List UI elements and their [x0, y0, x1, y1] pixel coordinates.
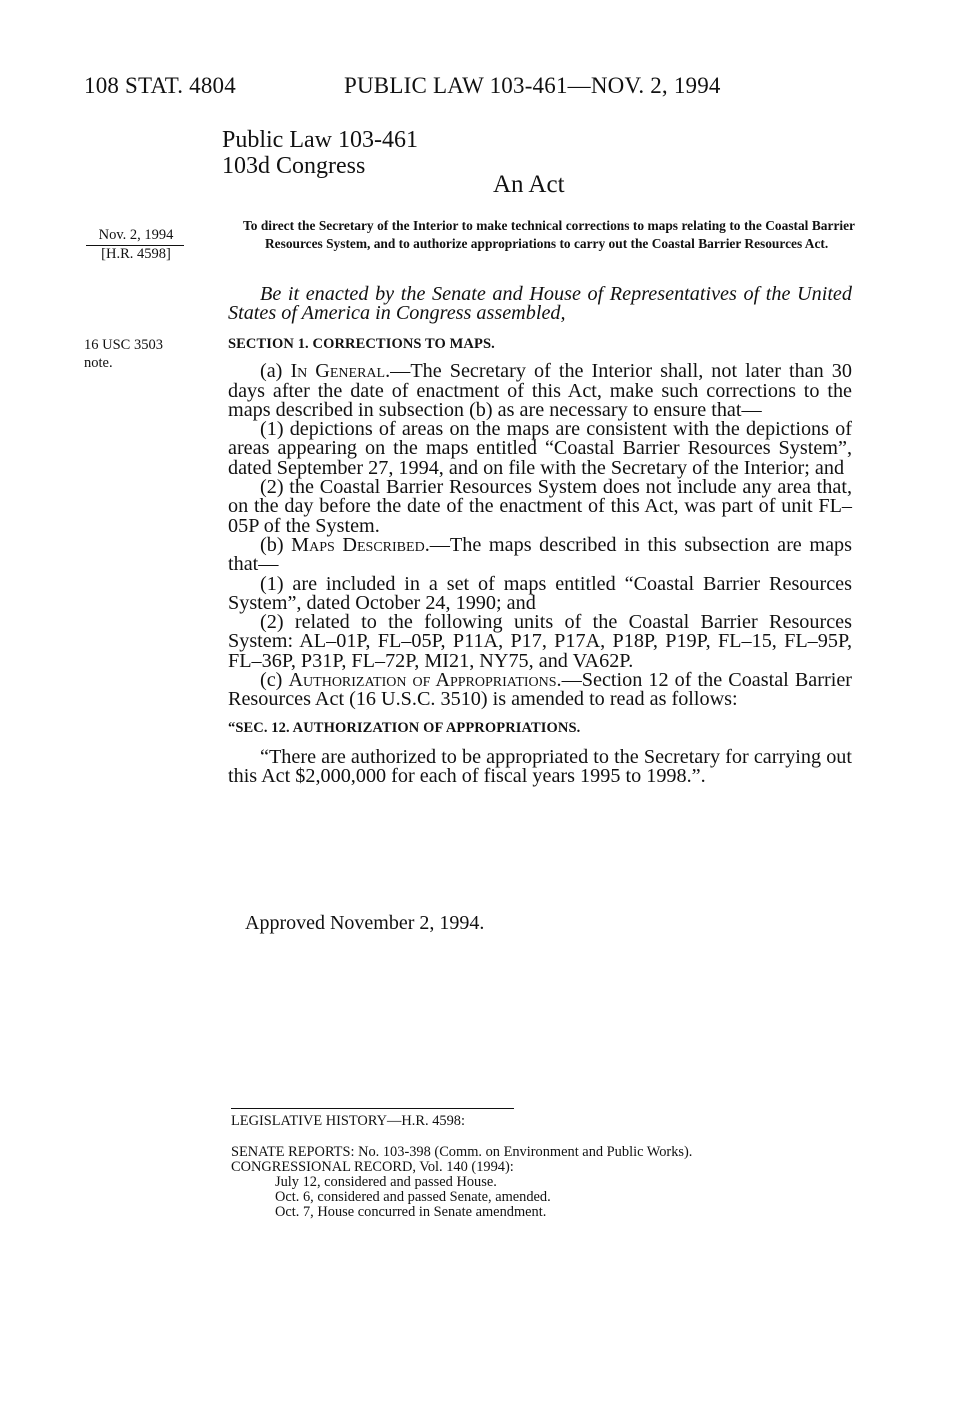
congressional-record: CONGRESSIONAL RECORD, Vol. 140 (1994):: [231, 1159, 514, 1175]
subsection-c: [228, 671, 852, 710]
margin-bill-number: [H.R. 4598]: [101, 246, 171, 262]
congress-number: 103d Congress: [222, 153, 366, 179]
approval-date: Approved November 2, 1994.: [245, 912, 485, 934]
margin-note-date-bill: [86, 226, 186, 263]
subsection-c-text: .—Section 12 of the Coastal Barrier Resources Act (16 U.S.C. 3510) is amended to read as follows:: [228, 669, 853, 711]
margin-note-usc: [84, 336, 163, 372]
subsection-a-label: (a): [260, 360, 291, 383]
subsection-c-label: (c): [260, 669, 289, 692]
subsection-a-text: .—The Secretary of the Interior shall, not later than 30 days after the date of enactment of this Act, make such corrections to the maps described in subsection (b) as are necessary to ensure that—: [228, 360, 852, 421]
sec-12-heading: “SEC. 12. AUTHORIZATION OF APPROPRIATIONS.: [228, 719, 581, 736]
history-entry: Oct. 7, House concurred in Senate amendment.: [275, 1204, 547, 1220]
public-law-number: Public Law 103-461: [222, 127, 418, 153]
subsection-a: [228, 362, 852, 420]
legislative-history-title: LEGISLATIVE HISTORY—H.R. 4598:: [231, 1113, 465, 1129]
paragraph-b1: (1) are included in a set of maps entitled “Coastal Barrier Resources System”, dated October 24, 1990; and: [228, 572, 852, 614]
an-act-heading: An Act: [493, 171, 565, 198]
margin-rule: [86, 245, 184, 246]
subsection-c-heading: Authorization of Appropriations: [288, 669, 557, 692]
enacting-clause: Be it enacted by the Senate and House of Representatives of the United States of America in Congress assembled,: [228, 283, 852, 325]
legislative-history-rule: [231, 1108, 514, 1109]
subsection-b-heading: Maps Described: [291, 533, 425, 556]
margin-date: Nov. 2, 1994: [98, 227, 174, 243]
section-1: [228, 335, 852, 787]
senate-reports: SENATE REPORTS: No. 103-398 (Comm. on Environment and Public Works).: [231, 1144, 693, 1160]
title-block: [222, 127, 418, 179]
history-entry: Oct. 6, considered and passed Senate, amended.: [275, 1189, 551, 1205]
running-title: PUBLIC LAW 103-461—NOV. 2, 1994: [344, 73, 721, 98]
subsection-b-text: .—The maps described in this subsection are maps that—: [228, 533, 852, 576]
history-entry: July 12, considered and passed House.: [275, 1174, 497, 1190]
paragraph-a1: (1) depictions of areas on the maps are consistent with the depictions of areas appearing on the maps entitled “Coastal Barrier Resources System”, dated September 27, 1994, and on file with the Secretary of the Interior; and: [228, 418, 852, 479]
act-purpose: To direct the Secretary of the Interior to make technical corrections to maps relating to the Coastal Barrier Resources System, and to authorize appropriations to carry out the Coastal Barrier Resources Act.: [243, 218, 855, 251]
section-1-heading: SECTION 1. CORRECTIONS TO MAPS.: [228, 336, 495, 352]
legislative-history-body: [231, 1145, 692, 1220]
stat-page-number: 108 STAT. 4804: [84, 73, 236, 98]
subsection-b: [228, 533, 852, 576]
subsection-b-label: (b): [260, 533, 292, 556]
sec-12-text: “There are authorized to be appropriated to the Secretary for carrying out this Act $2,000,000 for each of fiscal years 1995 to 1998.”.: [228, 745, 852, 788]
paragraph-b2: (2) related to the following units of the Coastal Barrier Resources System: AL–01P, FL–05P, P11A, P17, P17A, P18P, P19P, FL–15, FL–95P, FL–36P, P31P, FL–72P, MI21, NY75, and VA62P.: [228, 611, 852, 672]
paragraph-a2: (2) the Coastal Barrier Resources System does not include any area that, on the day before the date of the enactment of this Act, was part of unit FL–05P of the System.: [228, 476, 852, 537]
subsection-a-heading: In General: [290, 360, 386, 383]
margin-usc-citation: 16 USC 3503: [84, 337, 163, 353]
margin-usc-note: note.: [84, 355, 113, 371]
